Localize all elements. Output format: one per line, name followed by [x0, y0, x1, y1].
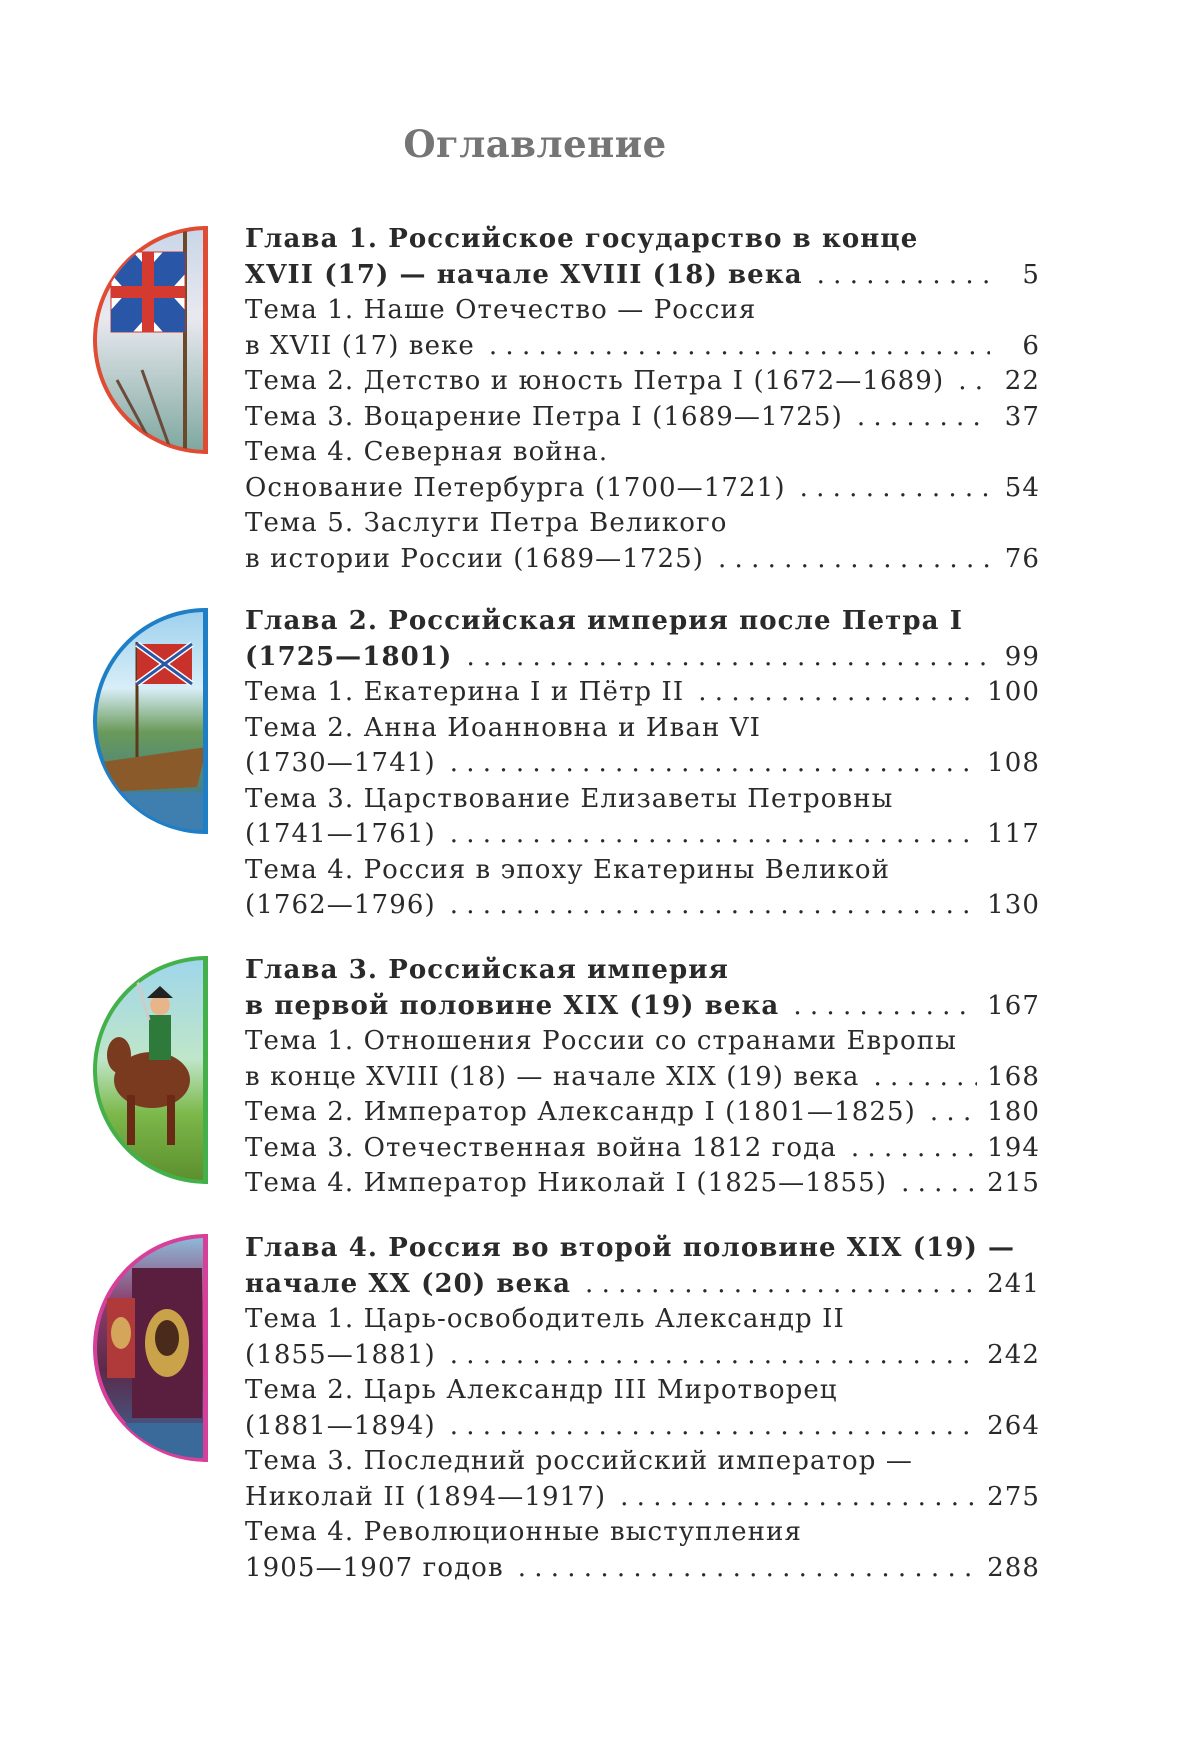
- toc-entry[interactable]: Тема 5. Заслуги Петра Великого: [245, 508, 728, 538]
- page-number: 22: [1004, 366, 1040, 396]
- toc-entry[interactable]: Основание Петербурга (1700—1721) . . . 54: [245, 473, 1040, 509]
- toc-entry[interactable]: Глава 4. Россия во второй половине XIX (19) —: [245, 1233, 1016, 1263]
- page-number: 117: [987, 819, 1040, 849]
- chapter-2: [245, 606, 1040, 926]
- toc-entry[interactable]: Тема 2. Детство и юность Петра I (1672—1689) . . . 22: [245, 366, 1040, 402]
- toc-entry[interactable]: Тема 4. Революционные выступления: [245, 1517, 802, 1547]
- page-title: Оглавление: [403, 122, 667, 166]
- toc-entry[interactable]: Тема 3. Царствование Елизаветы Петровны: [245, 783, 894, 814]
- page-number: 215: [987, 1168, 1040, 1198]
- page-number: 99: [1004, 641, 1040, 672]
- toc-entry[interactable]: Глава 3. Российская империя: [245, 955, 729, 985]
- toc-entry[interactable]: Тема 1. Царь-освободитель Александр II: [245, 1304, 845, 1334]
- toc-entry[interactable]: Тема 3. Воцарение Петра I (1689—1725) . . . 37: [245, 402, 1040, 438]
- page-number: 275: [987, 1481, 1040, 1512]
- toc-entry[interactable]: 1905—1907 годов . . . 288: [245, 1553, 1040, 1589]
- toc-entry[interactable]: Тема 4. Россия в эпоху Екатерины Великой: [245, 854, 891, 885]
- toc-entry[interactable]: в XVII (17) веке . . . 6: [245, 331, 1040, 367]
- toc-entry[interactable]: (1741—1761) . . . 117: [245, 819, 1040, 855]
- page-number: 5: [1022, 259, 1040, 290]
- page-number: 54: [1004, 472, 1040, 503]
- toc-entry[interactable]: Тема 4. Северная война.: [245, 437, 609, 467]
- chapter-1: [245, 224, 1040, 579]
- page-number: 108: [987, 748, 1040, 778]
- toc-entry[interactable]: Тема 3. Отечественная война 1812 года . . . 194: [245, 1133, 1040, 1169]
- toc-entry[interactable]: в конце XVIII (18) — начале XIX (19) века . . . 168: [245, 1062, 1040, 1098]
- toc-entry[interactable]: Тема 2. Анна Иоанновна и Иван VI: [245, 712, 762, 743]
- toc-entry[interactable]: (1855—1881) . . . 242: [245, 1340, 1040, 1376]
- toc-entry[interactable]: (1730—1741) . . . 108: [245, 748, 1040, 784]
- page-number: 100: [987, 677, 1040, 707]
- chapter-4: [245, 1233, 1040, 1588]
- toc-entry[interactable]: Тема 2. Император Александр I (1801—1825) . . . 180: [245, 1097, 1040, 1133]
- page-number: 264: [987, 1410, 1040, 1441]
- toc-entry[interactable]: (1725—1801) . . . 99: [245, 642, 1040, 678]
- toc-entry[interactable]: в истории России (1689—1725) . . . 76: [245, 544, 1040, 580]
- toc-entry[interactable]: XVII (17) — начале XVIII (18) века . . . 5: [245, 260, 1040, 296]
- toc-entry[interactable]: (1881—1894) . . . 264: [245, 1411, 1040, 1447]
- page-number: 288: [987, 1552, 1040, 1583]
- toc-entry[interactable]: Глава 1. Российское государство в конце: [245, 224, 919, 254]
- toc-entry[interactable]: Тема 4. Император Николай I (1825—1855) . . . 215: [245, 1168, 1040, 1204]
- page-number: 37: [1004, 401, 1040, 432]
- horseman-icon: [93, 956, 208, 1184]
- toc-entry[interactable]: (1762—1796) . . . 130: [245, 890, 1040, 926]
- toc-entry[interactable]: Тема 2. Царь Александр III Миротворец: [245, 1375, 838, 1405]
- toc-entry[interactable]: начале XX (20) века . . . 241: [245, 1269, 1040, 1305]
- page-number: 76: [1004, 543, 1040, 574]
- toc-entry[interactable]: Тема 1. Наше Отечество — Россия: [245, 295, 757, 325]
- page-number: 242: [987, 1339, 1040, 1370]
- flag-icon: [93, 226, 208, 454]
- toc-entry[interactable]: Николай II (1894—1917) . . . 275: [245, 1482, 1040, 1518]
- page-number: 241: [987, 1268, 1040, 1299]
- chapter-3: [245, 955, 1040, 1204]
- page-number: 180: [987, 1097, 1040, 1127]
- page-number: 130: [987, 890, 1040, 920]
- toc-entry[interactable]: Тема 3. Последний российский император —: [245, 1446, 914, 1476]
- page-number: 194: [987, 1132, 1040, 1163]
- page-number: 167: [987, 990, 1040, 1021]
- toc-entry[interactable]: в первой половине XIX (19) века . . . 167: [245, 991, 1040, 1027]
- ship-icon: [93, 608, 208, 834]
- banner-icon: [93, 1234, 208, 1462]
- toc-entry[interactable]: Глава 2. Российская империя после Петра I: [245, 606, 963, 636]
- toc-entry[interactable]: Тема 1. Отношения России со странами Европы: [245, 1026, 958, 1056]
- page-number: 6: [1022, 330, 1040, 361]
- page-number: 168: [987, 1061, 1040, 1092]
- toc-entry[interactable]: Тема 1. Екатерина I и Пётр II . . . 100: [245, 677, 1040, 713]
